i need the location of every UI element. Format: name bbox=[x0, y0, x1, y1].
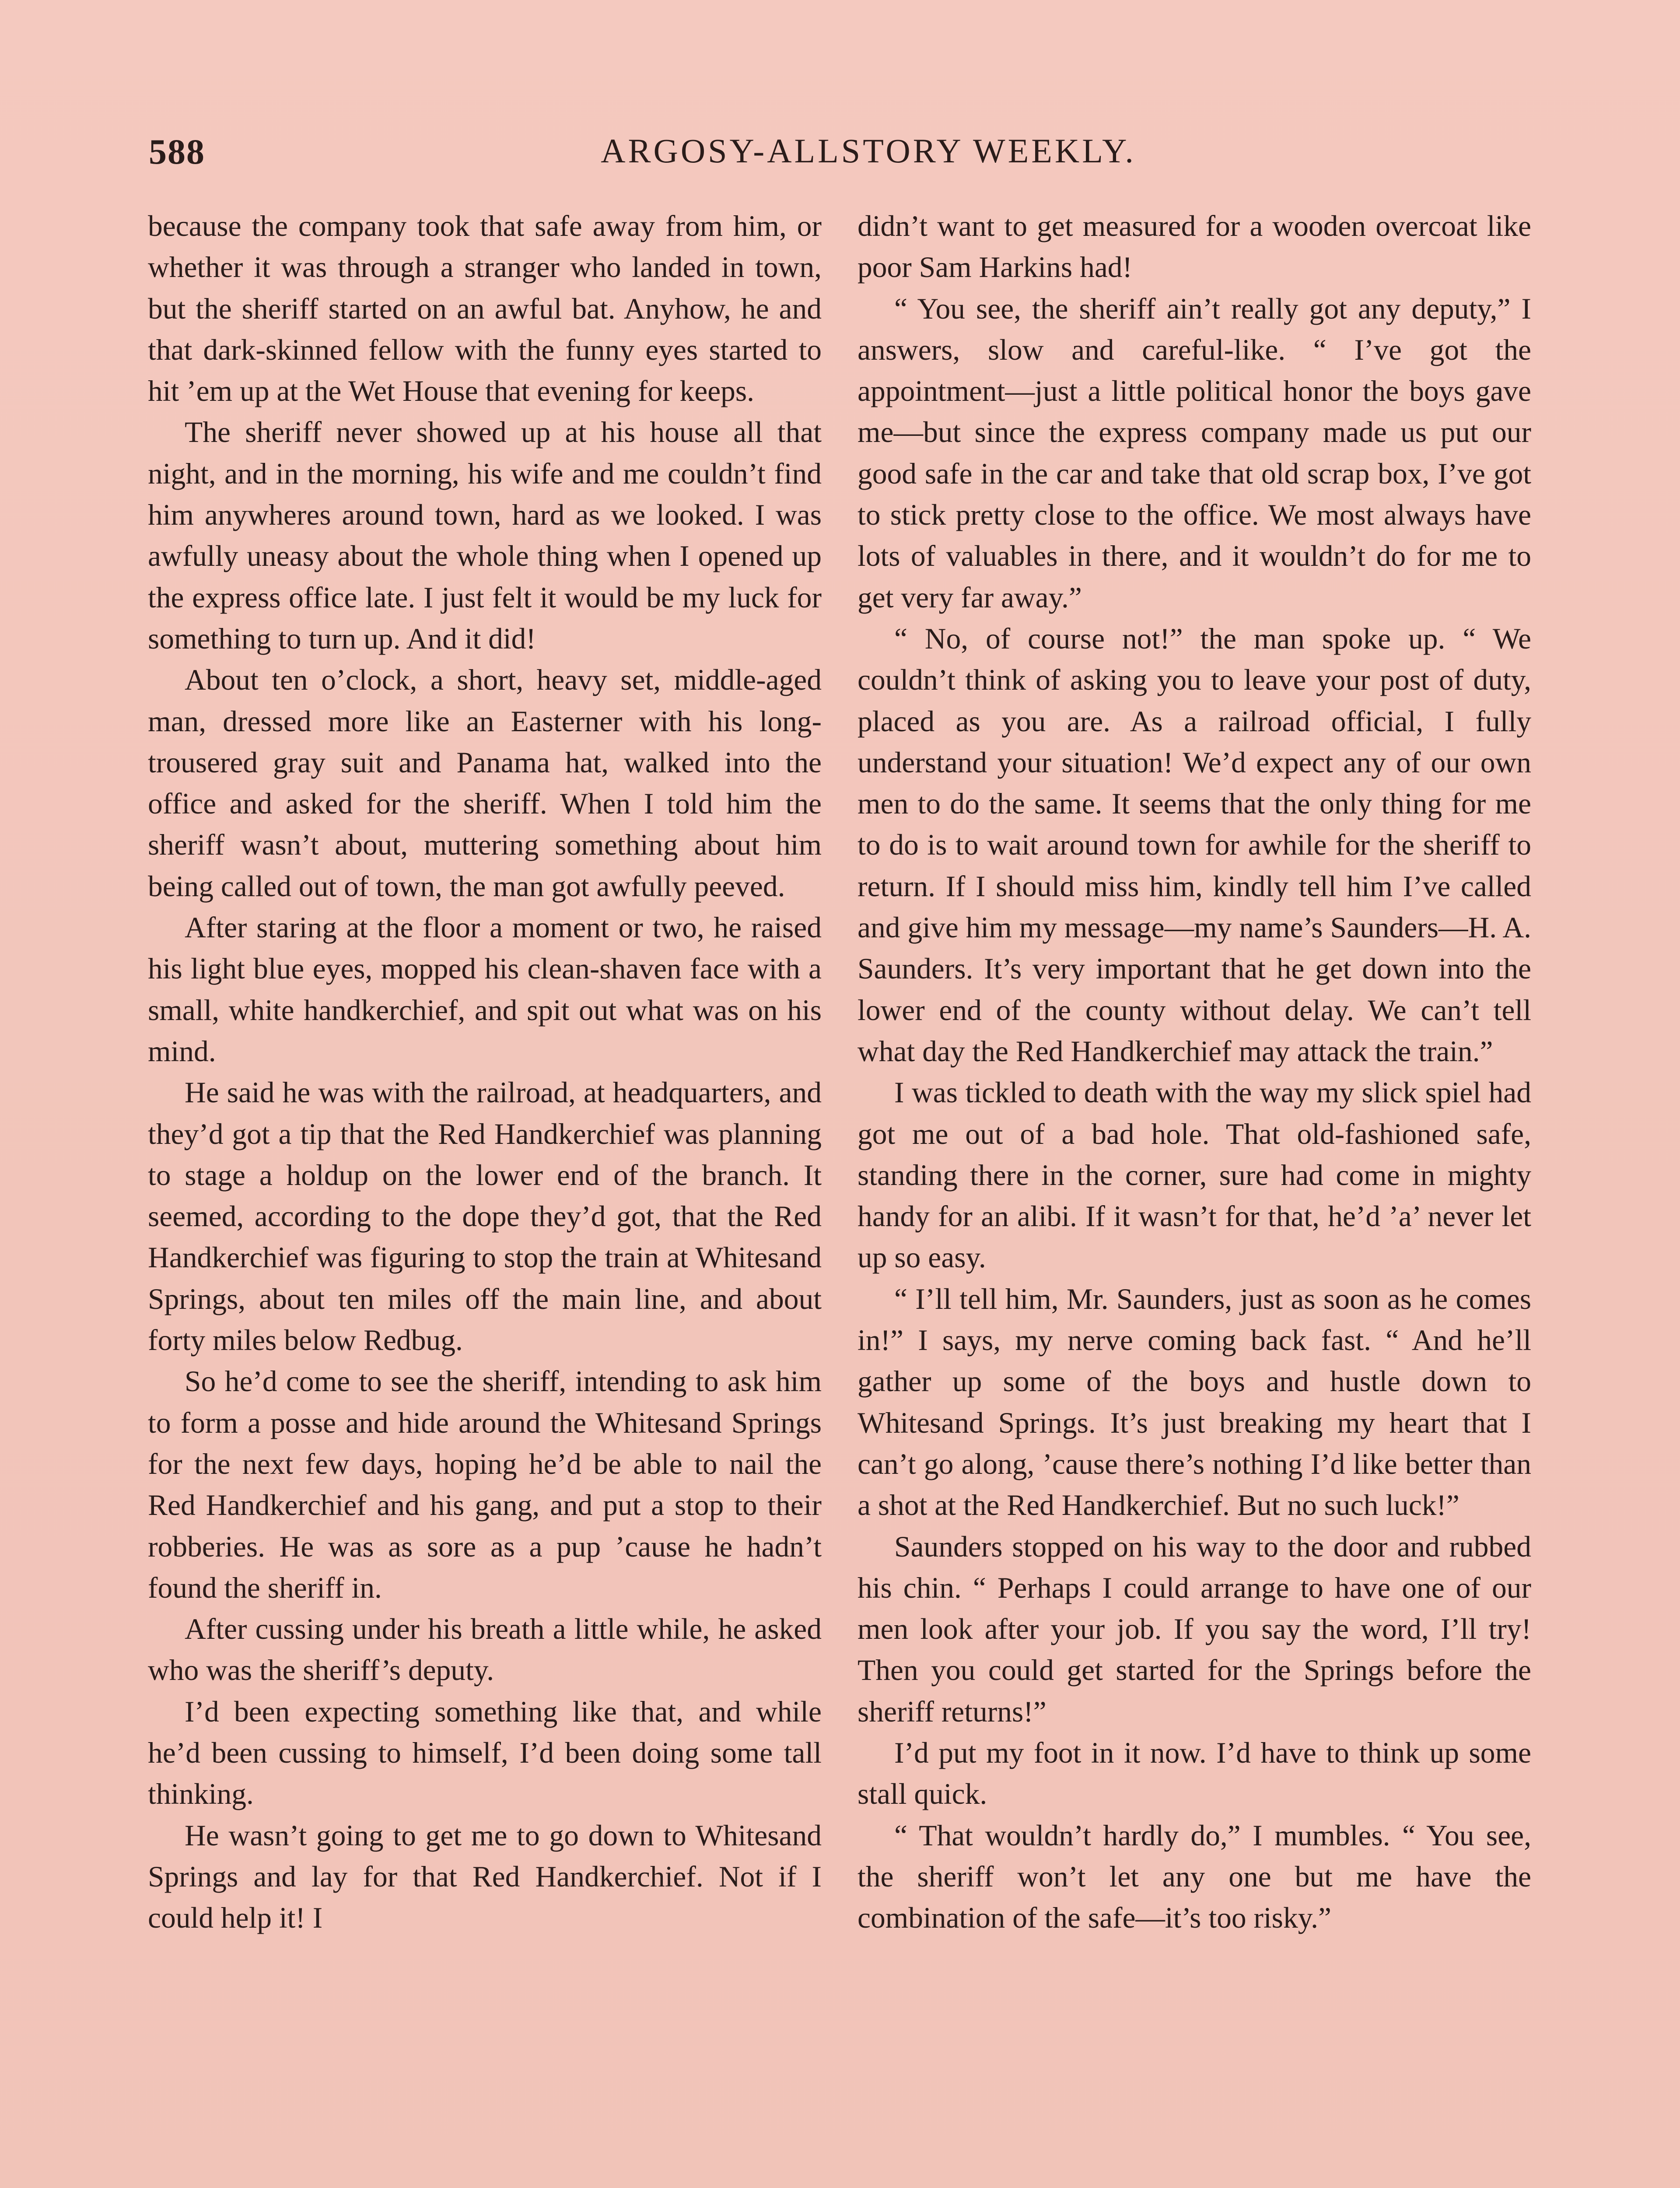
paragraph: After staring at the floor a moment or two, he raised his light blue eyes, mopped his clean-shaven face with a small, white handkerchief, and spit out what was on his mind. bbox=[148, 911, 822, 1068]
paragraph: The sheriff never showed up at his house all that night, and in the morning, his wife and me couldn’t find him anywheres around town, hard as we looked. I was awfully uneasy about the whole thing when I opened up the express office late. I just felt it would be my luck for something to turn up. And it did! bbox=[148, 416, 822, 655]
paragraph: “ I’ll tell him, Mr. Saunders, just as soon as he comes in!” I says, my nerve coming back fast. “ And he’ll gather up some of the boys and hustle down to Whitesand Springs. It’s just breaking my heart that I can’t go along, ’cause there’s nothing I’d like better than a shot at the Red Handkerchief. But no such luck!” bbox=[858, 1282, 1531, 1522]
paragraph: I’d been expecting something like that, and while he’d been cussing to himself, I’d been doing some tall thinking. bbox=[148, 1695, 822, 1811]
paragraph: didn’t want to get measured for a wooden overcoat like poor Sam Harkins had! bbox=[858, 210, 1531, 284]
paragraph: “ No, of course not!” the man spoke up. “ We couldn’t think of asking you to leave your post of duty, placed as you are. As a railroad official, I fully understand your situation! We’d expect any of our own men to do the same. It seems that the only thing for me to do is to wait around town for awhile for the sheriff to return. If I should miss him, kindly tell him I’ve called and give him my message—my name’s Saunders—H. A. Saunders. It’s very important that he get down into the lower end of the county without delay. We can’t tell what day the Red Handkerchief may attack the train.” bbox=[858, 622, 1531, 1068]
paragraph: So he’d come to see the sheriff, intending to ask him to form a posse and hide around the Whitesand Springs for the next few days, hoping he’d be able to nail the Red Handkerchief and his gang, and put a stop to their robberies. He was as sore as a pup ’cause he hadn’t found the sheriff in. bbox=[148, 1365, 822, 1604]
right-text-column bbox=[858, 206, 1531, 1939]
paragraph: I was tickled to death with the way my slick spiel had got me out of a bad hole. That old-fashioned safe, standing there in the corner, sure had come in mighty handy for an alibi. If it wasn’t for that, he’d ’a’ never let up so easy. bbox=[858, 1076, 1531, 1274]
paragraph: “ You see, the sheriff ain’t really got any deputy,” I answers, slow and careful-like. “ I’ve got the appointment—just a little political honor the boys gave me—but since the express company made us put our good safe in the car and take that old scrap box, I’ve got to stick pretty close to the office. We most always have lots of valuables in there, and it wouldn’t do for me to get very far away.” bbox=[858, 292, 1531, 614]
paragraph: I’d put my foot in it now. I’d have to think up some stall quick. bbox=[858, 1736, 1531, 1811]
paragraph: He said he was with the railroad, at headquarters, and they’d got a tip that the Red Handkerchief was planning to stage a holdup on the lower end of the branch. It seemed, according to the dope they’d got, that the Red Handkerchief was figuring to stop the train at Whitesand Springs, about ten miles off the main line, and about forty miles below Redbug. bbox=[148, 1076, 822, 1357]
paragraph: because the company took that safe away from him, or whether it was through a stranger who landed in town, but the sheriff started on an awful bat. Anyhow, he and that dark-skinned fellow with the funny eyes started to hit ’em up at the Wet House that evening for keeps. bbox=[148, 210, 822, 408]
running-title: ARGOSY-ALLSTORY WEEKLY. bbox=[601, 132, 1136, 170]
left-text-column bbox=[148, 206, 822, 1939]
page-number: 588 bbox=[149, 132, 205, 172]
paragraph: About ten o’clock, a short, heavy set, middle-aged man, dressed more like an Easterner with his long-trousered gray suit and Panama hat, walked into the office and asked for the sheriff. When I told him the sheriff wasn’t about, muttering something about him being called out of town, the man got awfully peeved. bbox=[148, 663, 822, 903]
paragraph: “ That wouldn’t hardly do,” I mumbles. “ You see, the sheriff won’t let any one but me have the combination of the safe—it’s too risky.” bbox=[858, 1819, 1531, 1935]
page-header bbox=[149, 131, 1536, 179]
paragraph: Saunders stopped on his way to the door and rubbed his chin. “ Perhaps I could arrange to have one of our men look after your job. If you say the word, I’ll try! Then you could get started for the Springs before the sheriff returns!” bbox=[858, 1530, 1531, 1728]
paragraph: After cussing under his breath a little while, he asked who was the sheriff’s deputy. bbox=[148, 1613, 822, 1687]
paragraph: He wasn’t going to get me to go down to Whitesand Springs and lay for that Red Handkerchief. Not if I could help it! I bbox=[148, 1819, 822, 1935]
